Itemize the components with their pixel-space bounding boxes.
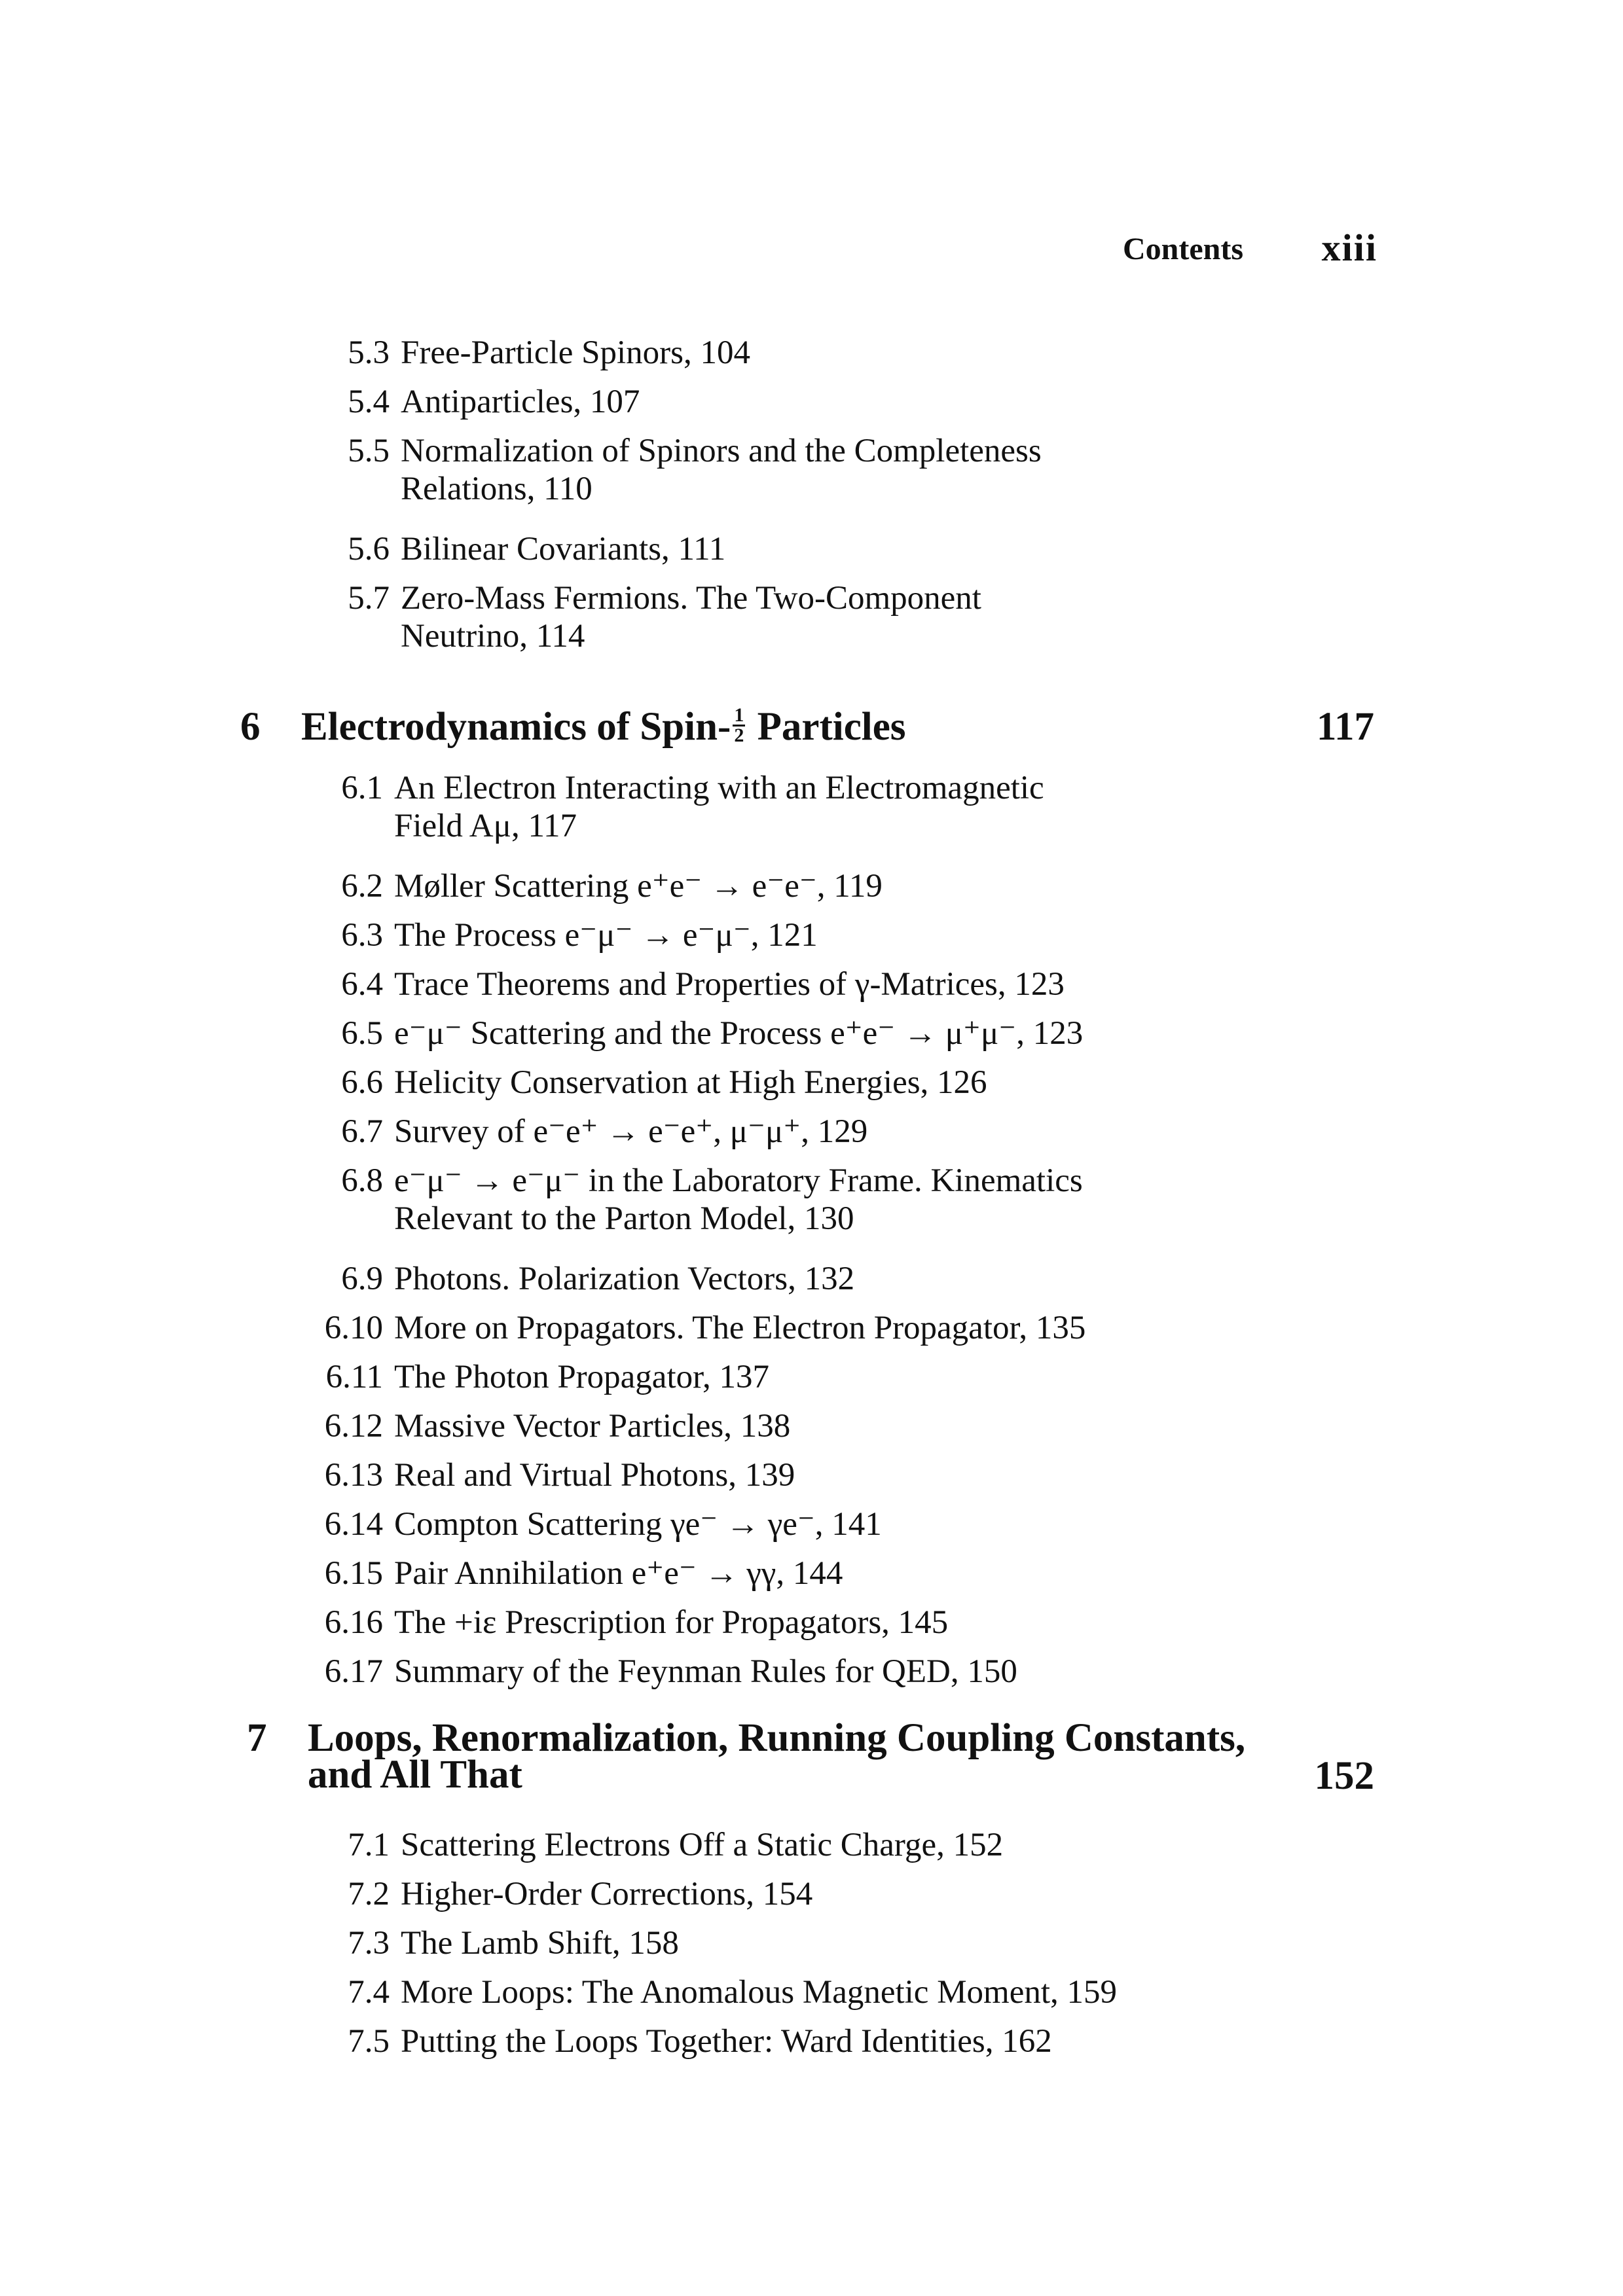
section-number: 6.1 — [341, 770, 383, 806]
section-title: The Process e⁻μ⁻ → e⁻μ⁻, 121 — [394, 917, 818, 954]
page-number: xiii — [1321, 226, 1377, 269]
section-title: More Loops: The Anomalous Magnetic Moment, 159 — [401, 1974, 1118, 2011]
section-number: 6.6 — [341, 1064, 383, 1101]
fraction-numerator: 1 — [734, 704, 744, 726]
section-number: 6.13 — [324, 1457, 383, 1494]
chapter-7-heading — [0, 1718, 1623, 1810]
section-title: Antiparticles, 107 — [401, 384, 640, 420]
section-title: e⁻μ⁻ Scattering and the Process e⁺e⁻ → μ⁺μ⁻, 123 — [394, 1015, 1084, 1052]
section-title: Summary of the Feynman Rules for QED, 150 — [394, 1653, 1017, 1690]
section-title: Free-Particle Spinors, 104 — [401, 334, 750, 371]
section-number: 7.2 — [348, 1876, 390, 1912]
section-number: 6.7 — [341, 1113, 383, 1150]
chapter-title — [301, 704, 906, 750]
section-number: 6.15 — [324, 1555, 383, 1592]
chapter-page: 117 — [1316, 705, 1374, 749]
section-number: 7.1 — [348, 1827, 390, 1863]
section-title: Compton Scattering γe⁻ → γe⁻, 141 — [394, 1506, 882, 1543]
section-title: An Electron Interacting with an Electromagnetic — [394, 770, 1044, 806]
section-number: 7.5 — [348, 2023, 390, 2060]
section-number: 7.3 — [348, 1925, 390, 1962]
section-title-continued: Field Aμ, 117 — [394, 808, 577, 844]
section-number: 6.5 — [341, 1015, 383, 1052]
section-title: Zero-Mass Fermions. The Two-Component — [401, 580, 981, 617]
section-number: 6.12 — [324, 1408, 383, 1444]
running-head — [0, 226, 1623, 278]
section-number: 6.10 — [324, 1310, 383, 1346]
section-number: 5.4 — [348, 384, 390, 420]
chapter-number: 7 — [247, 1716, 267, 1760]
section-title: Helicity Conservation at High Energies, 126 — [394, 1064, 987, 1101]
section-number: 6.9 — [341, 1261, 383, 1297]
chapter-6-heading — [0, 704, 1623, 753]
section-title-continued: Relations, 110 — [401, 471, 593, 507]
chapter-number: 6 — [240, 705, 261, 749]
section-title: Bilinear Covariants, 111 — [401, 531, 726, 567]
section-title: Massive Vector Particles, 138 — [394, 1408, 791, 1444]
section-number: 5.3 — [348, 334, 390, 371]
section-title: The Lamb Shift, 158 — [401, 1925, 679, 1962]
chapter-page: 152 — [1314, 1754, 1374, 1798]
section-title: The Photon Propagator, 137 — [394, 1359, 770, 1395]
section-number: 6.2 — [341, 868, 383, 905]
section-number: 5.5 — [348, 433, 390, 469]
section-title: Putting the Loops Together: Ward Identities, 162 — [401, 2023, 1052, 2060]
section-title: Higher-Order Corrections, 154 — [401, 1876, 813, 1912]
section-title: The +iε Prescription for Propagators, 145 — [394, 1604, 949, 1641]
section-title-continued: Relevant to the Parton Model, 130 — [394, 1200, 854, 1237]
chapter-title-part: Particles — [747, 705, 906, 749]
section-title: Møller Scattering e⁺e⁻ → e⁻e⁻, 119 — [394, 868, 883, 905]
section-title-continued: Neutrino, 114 — [401, 618, 585, 655]
section-title: Trace Theorems and Properties of γ-Matrices, 123 — [394, 966, 1065, 1003]
section-number: 6.17 — [324, 1653, 383, 1690]
section-title: Survey of e⁻e⁺ → e⁻e⁺, μ⁻μ⁺, 129 — [394, 1113, 868, 1150]
section-number: 6.16 — [324, 1604, 383, 1641]
chapter-title-part: Electrodynamics of Spin- — [301, 705, 731, 749]
chapter-title-line-2: and All That — [308, 1753, 522, 1797]
section-number: 6.3 — [341, 917, 383, 954]
section-title: Real and Virtual Photons, 139 — [394, 1457, 795, 1494]
section-number: 6.4 — [341, 966, 383, 1003]
fraction-denominator: 2 — [734, 724, 744, 746]
chapter-title-line-1: Loops, Renormalization, Running Coupling Constants, — [308, 1716, 1246, 1760]
section-number: 5.6 — [348, 531, 390, 567]
section-title: Photons. Polarization Vectors, 132 — [394, 1261, 855, 1297]
section-title: e⁻μ⁻ → e⁻μ⁻ in the Laboratory Frame. Kinematics — [394, 1162, 1083, 1199]
section-number: 6.11 — [325, 1359, 383, 1395]
section-number: 7.4 — [348, 1974, 390, 2011]
fraction-one-half — [733, 706, 745, 745]
section-number: 6.14 — [324, 1506, 383, 1543]
running-head-label: Contents — [1122, 232, 1243, 266]
section-number: 5.7 — [348, 580, 390, 617]
section-title: Pair Annihilation e⁺e⁻ → γγ, 144 — [394, 1555, 843, 1592]
section-title: More on Propagators. The Electron Propagator, 135 — [394, 1310, 1086, 1346]
section-number: 6.8 — [341, 1162, 383, 1199]
section-title: Scattering Electrons Off a Static Charge, 152 — [401, 1827, 1004, 1863]
section-title: Normalization of Spinors and the Completeness — [401, 433, 1042, 469]
